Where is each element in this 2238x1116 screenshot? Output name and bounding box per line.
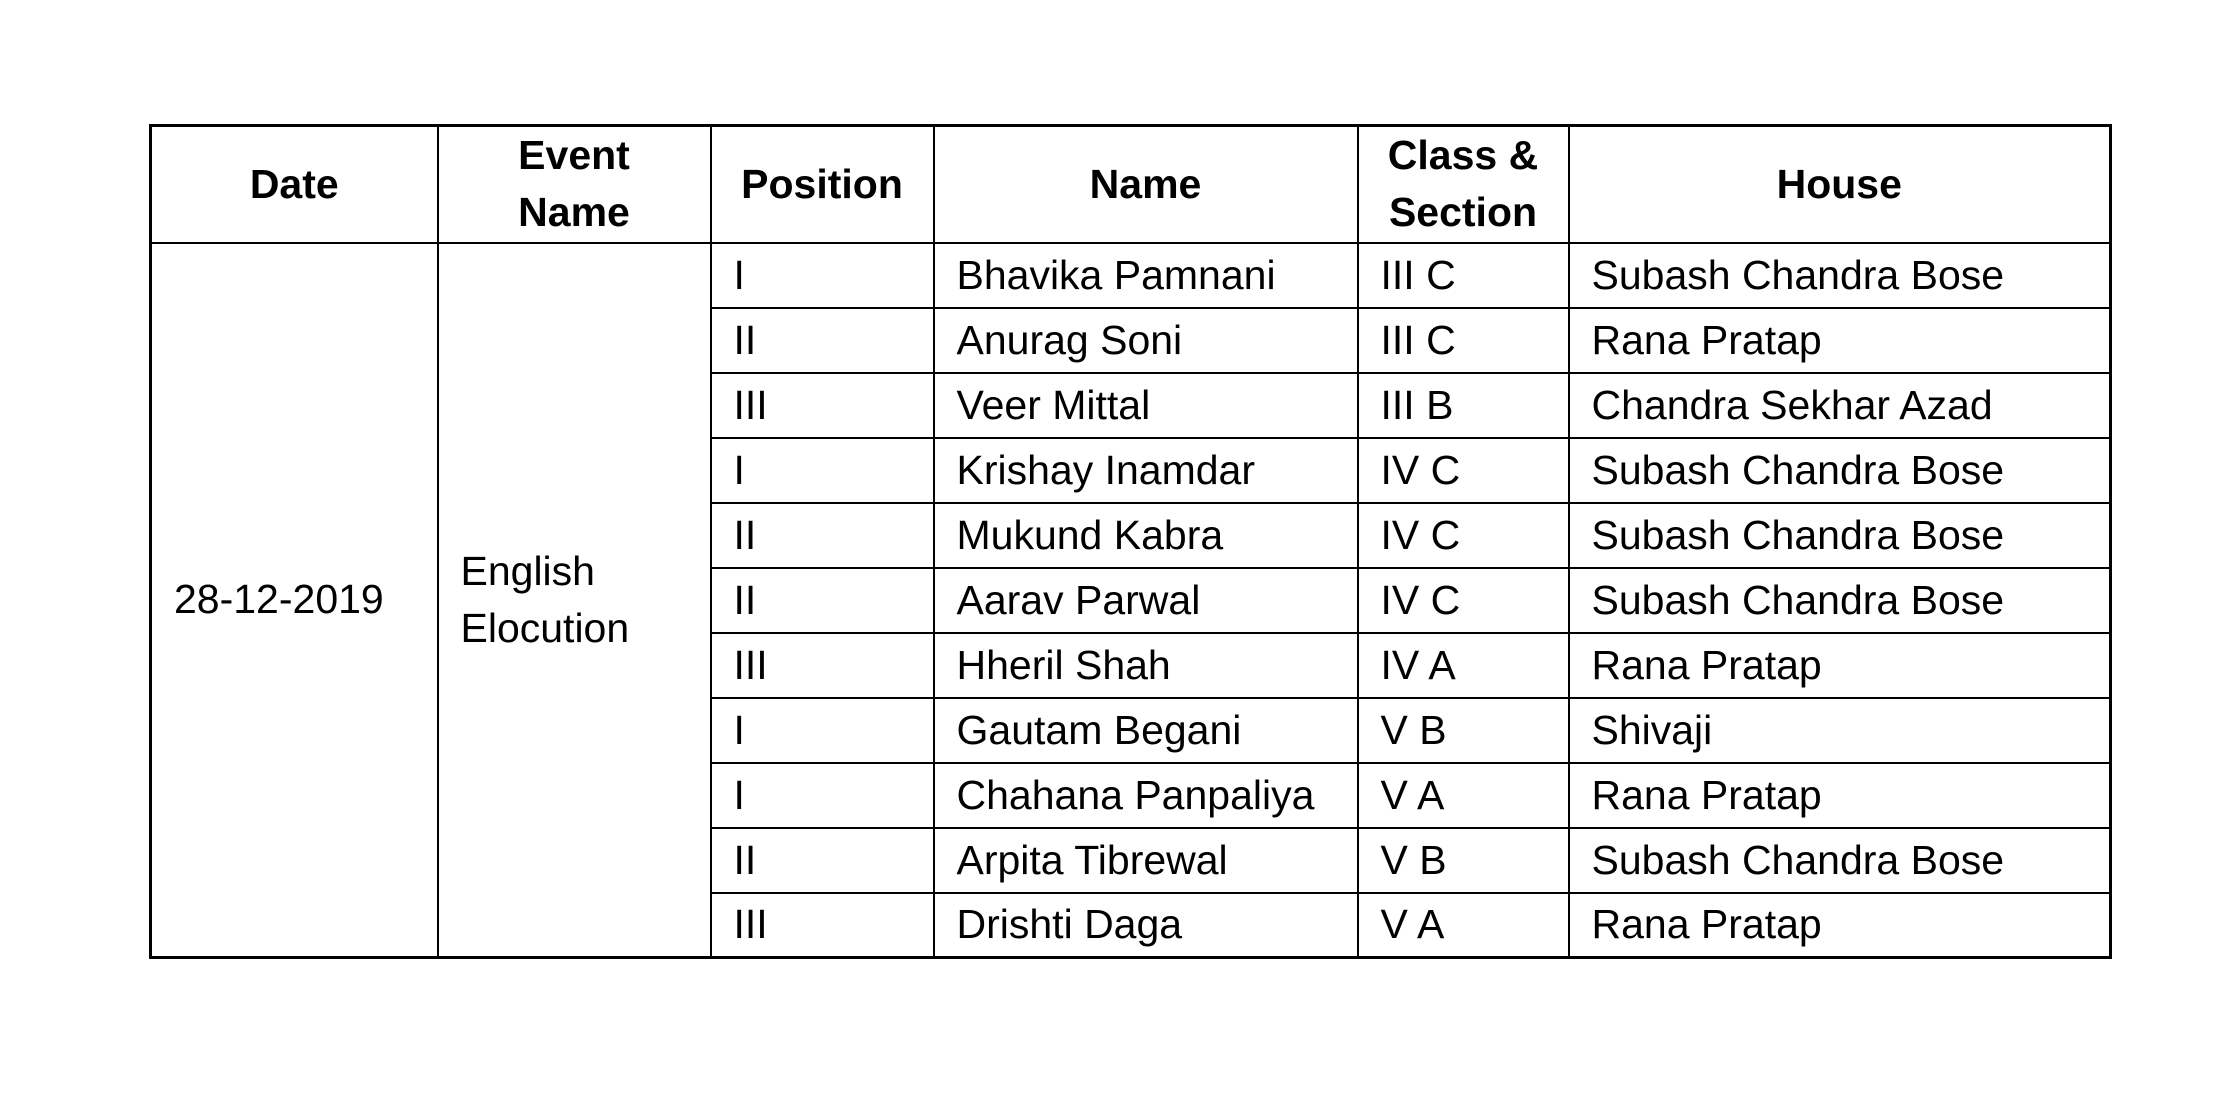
name-cell: Arpita Tibrewal <box>934 828 1358 893</box>
name-cell: Anurag Soni <box>934 308 1358 373</box>
position-cell: I <box>711 243 934 308</box>
class-cell: IV C <box>1358 568 1569 633</box>
class-cell: V B <box>1358 828 1569 893</box>
header-house: House <box>1569 126 2111 243</box>
header-class-section: Class & Section <box>1358 126 1569 243</box>
header-row <box>151 126 2111 243</box>
name-cell: Aarav Parwal <box>934 568 1358 633</box>
house-cell: Rana Pratap <box>1569 308 2111 373</box>
house-cell: Subash Chandra Bose <box>1569 243 2111 308</box>
class-cell: IV C <box>1358 438 1569 503</box>
header-position: Position <box>711 126 934 243</box>
position-cell: I <box>711 438 934 503</box>
house-cell: Subash Chandra Bose <box>1569 828 2111 893</box>
table-row <box>151 243 2111 308</box>
name-cell: Drishti Daga <box>934 893 1358 958</box>
results-table <box>149 124 2112 959</box>
house-cell: Shivaji <box>1569 698 2111 763</box>
house-cell: Rana Pratap <box>1569 763 2111 828</box>
class-cell: III C <box>1358 243 1569 308</box>
house-cell: Subash Chandra Bose <box>1569 438 2111 503</box>
house-cell: Rana Pratap <box>1569 633 2111 698</box>
house-cell: Rana Pratap <box>1569 893 2111 958</box>
header-event-name: Event Name <box>438 126 711 243</box>
name-cell: Mukund Kabra <box>934 503 1358 568</box>
class-cell: IV A <box>1358 633 1569 698</box>
date-cell: 28-12-2019 <box>151 243 438 958</box>
position-cell: III <box>711 893 934 958</box>
position-cell: I <box>711 698 934 763</box>
position-cell: I <box>711 763 934 828</box>
class-cell: V B <box>1358 698 1569 763</box>
house-cell: Subash Chandra Bose <box>1569 568 2111 633</box>
position-cell: III <box>711 373 934 438</box>
name-cell: Hheril Shah <box>934 633 1358 698</box>
name-cell: Gautam Begani <box>934 698 1358 763</box>
class-cell: III B <box>1358 373 1569 438</box>
name-cell: Chahana Panpaliya <box>934 763 1358 828</box>
event-name-cell: English Elocution <box>438 243 711 958</box>
class-cell: V A <box>1358 763 1569 828</box>
header-name: Name <box>934 126 1358 243</box>
class-cell: IV C <box>1358 503 1569 568</box>
position-cell: II <box>711 568 934 633</box>
results-sheet <box>149 124 2112 959</box>
name-cell: Veer Mittal <box>934 373 1358 438</box>
header-date: Date <box>151 126 438 243</box>
name-cell: Bhavika Pamnani <box>934 243 1358 308</box>
name-cell: Krishay Inamdar <box>934 438 1358 503</box>
class-cell: III C <box>1358 308 1569 373</box>
house-cell: Chandra Sekhar Azad <box>1569 373 2111 438</box>
class-cell: V A <box>1358 893 1569 958</box>
position-cell: II <box>711 828 934 893</box>
position-cell: III <box>711 633 934 698</box>
position-cell: II <box>711 308 934 373</box>
house-cell: Subash Chandra Bose <box>1569 503 2111 568</box>
position-cell: II <box>711 503 934 568</box>
